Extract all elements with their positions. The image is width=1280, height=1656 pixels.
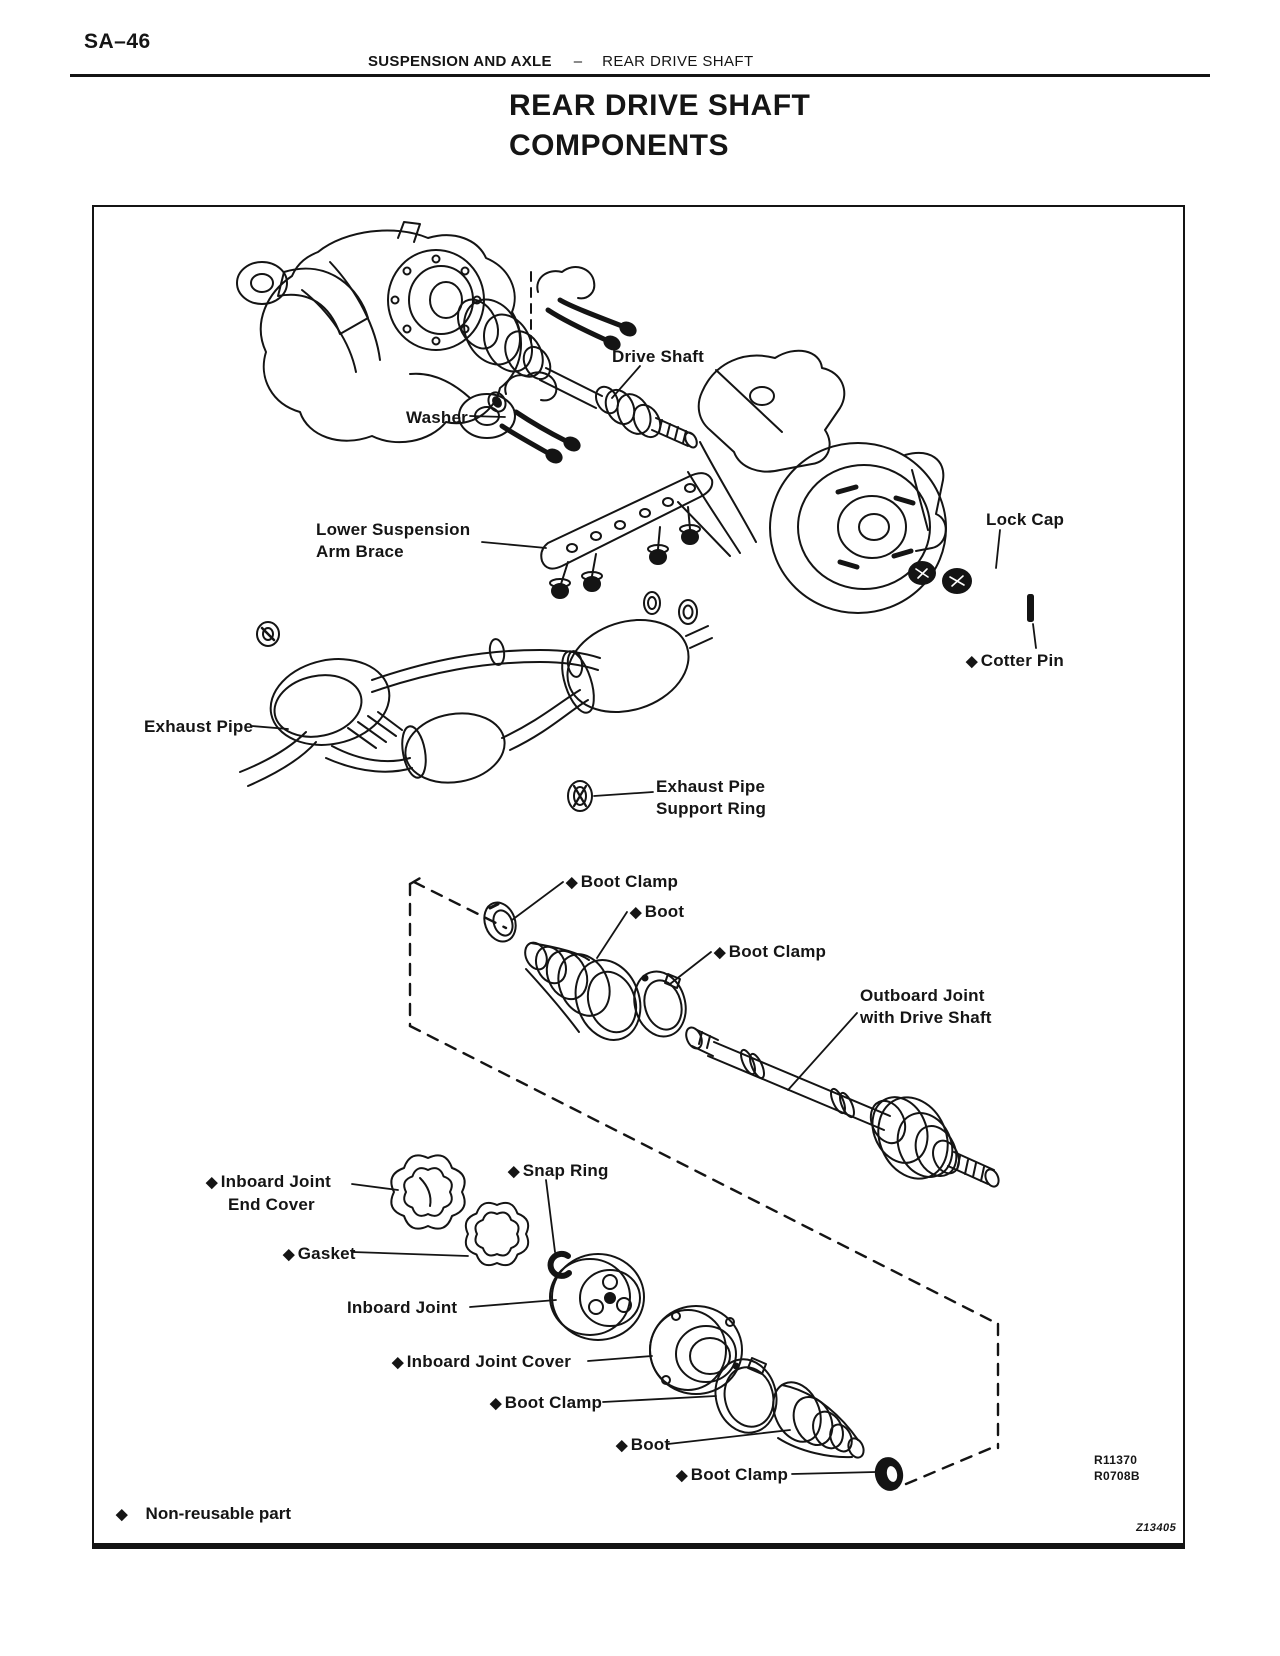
page-title-line1: REAR DRIVE SHAFT	[509, 89, 811, 122]
label-outboard-joint: Outboard Joint with Drive Shaft	[860, 986, 992, 1027]
non-reusable-diamond-icon: ◆	[490, 1395, 502, 1412]
label-inboard-joint-end-cover: ◆ Inboard Joint End Cover	[206, 1172, 332, 1214]
legend-text: Non-reusable part	[145, 1504, 292, 1523]
label-inboard-joint: Inboard Joint	[347, 1298, 458, 1317]
label-drive-shaft: Drive Shaft	[612, 347, 704, 366]
non-reusable-diamond-icon: ◆	[714, 944, 726, 961]
non-reusable-diamond-icon: ◆	[616, 1437, 628, 1454]
legend-non-reusable	[116, 1504, 291, 1524]
arm-brace-drawing	[541, 473, 712, 598]
non-reusable-diamond-icon: ◆	[676, 1467, 688, 1484]
label-exhaust-pipe-support-ring: Exhaust Pipe Support Ring	[656, 777, 767, 818]
inboard-end-cover-drawing	[391, 1155, 464, 1228]
gasket-drawing	[466, 1203, 528, 1265]
label-gasket: ◆ Gasket	[283, 1244, 356, 1263]
non-reusable-diamond-icon: ◆	[630, 904, 642, 921]
header-separator: –	[573, 53, 583, 70]
non-reusable-diamond-icon: ◆	[116, 1506, 128, 1523]
outboard-joint-shaft-drawing	[683, 1025, 1001, 1190]
rear-axle-hub-drawing	[678, 351, 1034, 622]
header-topic: REAR DRIVE SHAFT	[602, 53, 754, 70]
non-reusable-diamond-icon: ◆	[566, 874, 578, 891]
non-reusable-diamond-icon: ◆	[283, 1246, 295, 1263]
label-washer: Washer	[406, 408, 468, 427]
page-title-line2: COMPONENTS	[509, 129, 730, 162]
exhaust-drawing	[240, 592, 712, 811]
page-number: SA–46	[84, 30, 151, 53]
label-inboard-joint-cover: ◆ Inboard Joint Cover	[392, 1352, 572, 1371]
figure-codes: R11370 R0708B	[1094, 1453, 1140, 1483]
label-boot-1: ◆ Boot	[630, 902, 685, 921]
label-lock-cap: Lock Cap	[986, 510, 1065, 529]
corner-code: Z13405	[1134, 1522, 1178, 1534]
label-boot-clamp-3: ◆ Boot Clamp	[490, 1393, 603, 1412]
label-snap-ring: ◆ Snap Ring	[508, 1161, 609, 1180]
label-boot-clamp-2: ◆ Boot Clamp	[714, 942, 827, 961]
label-lower-suspension-arm-brace: Lower Suspension Arm Brace	[316, 520, 471, 561]
header-section: SUSPENSION AND AXLE	[368, 53, 552, 70]
label-boot-clamp-4: ◆ Boot Clamp	[676, 1465, 789, 1484]
non-reusable-diamond-icon: ◆	[392, 1354, 404, 1371]
differential-drawing	[237, 222, 521, 442]
inboard-joint-drawing	[550, 1254, 644, 1340]
label-cotter-pin: ◆ Cotter Pin	[966, 651, 1064, 670]
label-exhaust-pipe: Exhaust Pipe	[144, 717, 254, 736]
label-boot-2: ◆ Boot	[616, 1435, 671, 1454]
non-reusable-diamond-icon: ◆	[966, 653, 978, 670]
non-reusable-diamond-icon: ◆	[206, 1174, 218, 1191]
non-reusable-diamond-icon: ◆	[508, 1163, 520, 1180]
label-boot-clamp-1: ◆ Boot Clamp	[566, 872, 679, 891]
